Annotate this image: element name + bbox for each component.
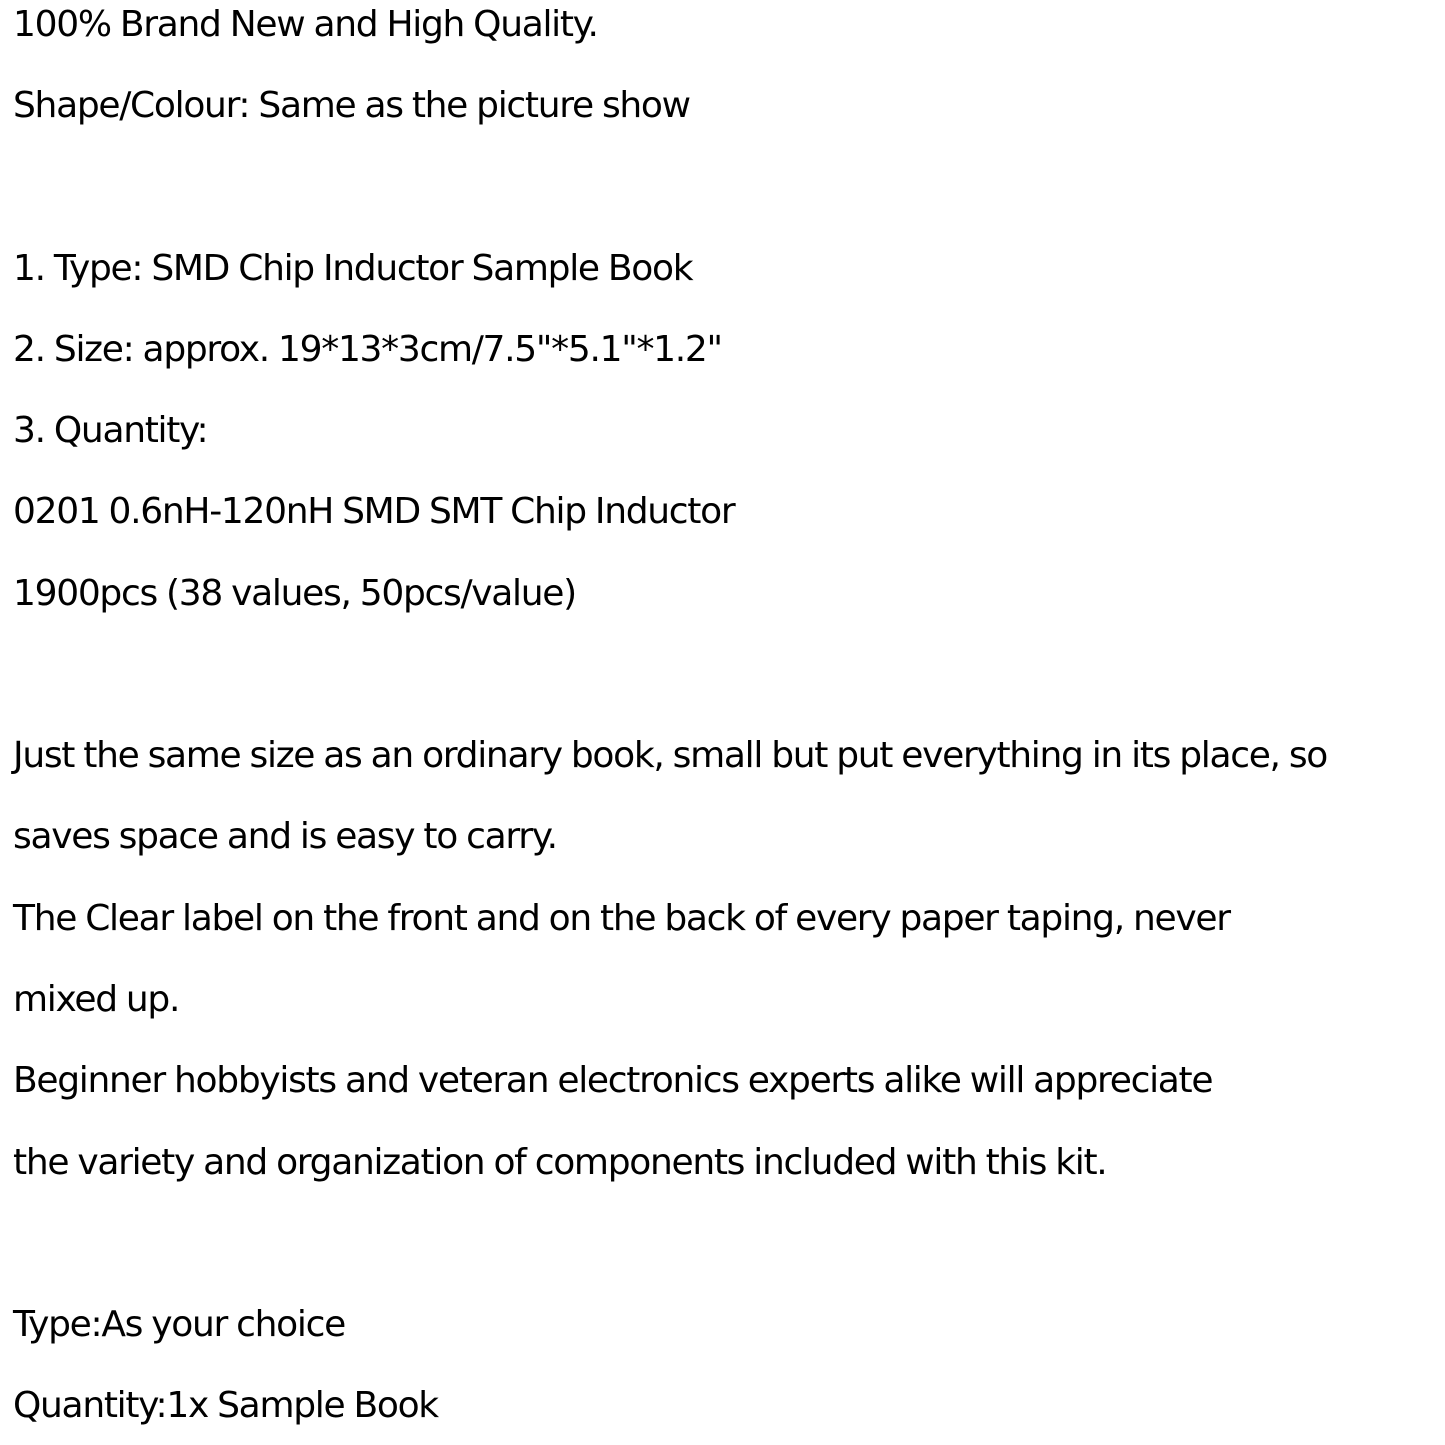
description-line-2: saves space and is easy to carry. (13, 816, 557, 857)
spec-quantity-line: 3. Quantity: (13, 410, 208, 451)
description-line-6: the variety and organization of components included with this kit. (13, 1142, 1107, 1183)
description-line-4: mixed up. (13, 979, 180, 1020)
shape-colour-line: Shape/Colour: Same as the picture show (13, 85, 690, 126)
description-line-1: Just the same size as an ordinary book, small but put everything in its place, so (13, 735, 1328, 776)
spec-inductor-line: 0201 0.6nH-120nH SMD SMT Chip Inductor (13, 491, 735, 532)
description-line-3: The Clear label on the front and on the back of every paper taping, never (13, 898, 1230, 939)
brand-line: 100% Brand New and High Quality. (13, 4, 598, 45)
spec-pcs-line: 1900pcs (38 values, 50pcs/value) (13, 573, 576, 614)
package-type-line: Type:As your choice (13, 1304, 345, 1345)
spec-type-line: 1. Type: SMD Chip Inductor Sample Book (13, 248, 693, 289)
package-quantity-line: Quantity:1x Sample Book (13, 1385, 438, 1426)
description-line-5: Beginner hobbyists and veteran electronics experts alike will appreciate (13, 1060, 1213, 1101)
spec-size-line: 2. Size: approx. 19*13*3cm/7.5"*5.1"*1.2" (13, 329, 722, 370)
